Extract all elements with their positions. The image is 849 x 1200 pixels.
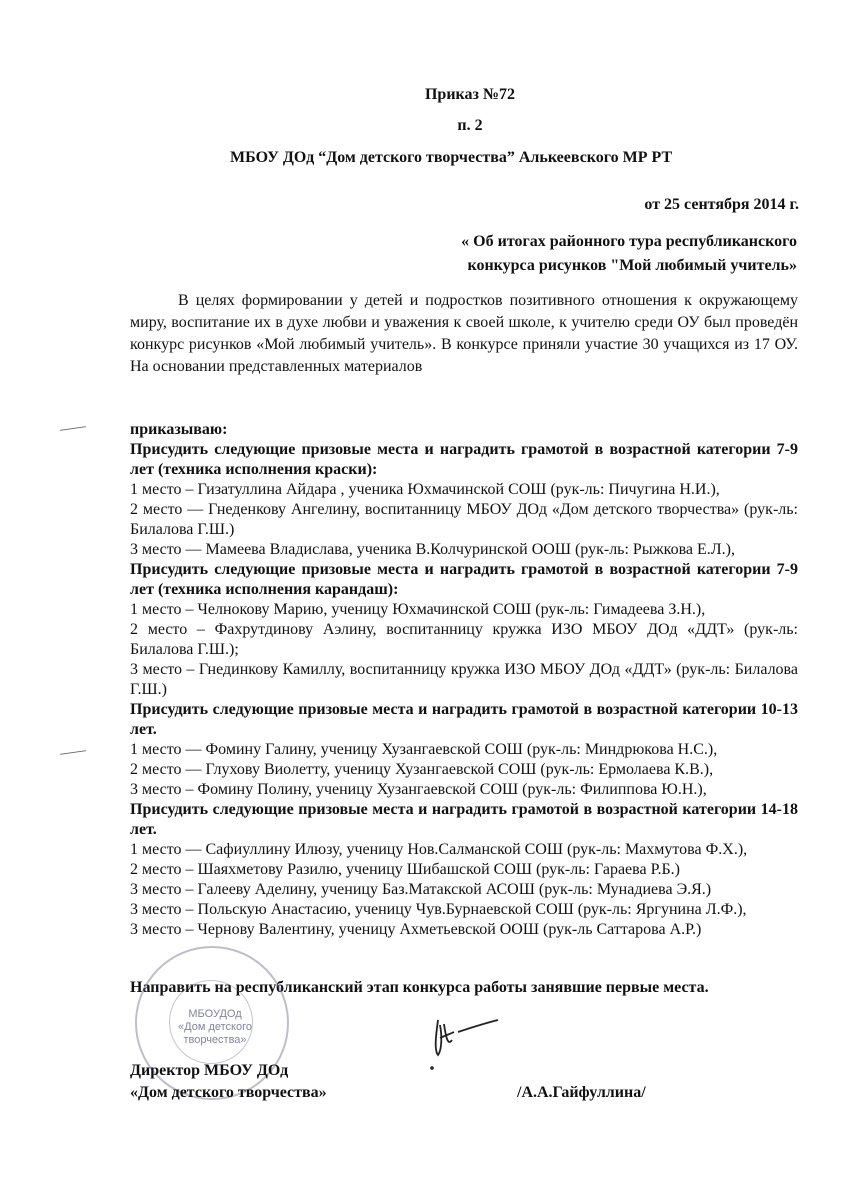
director-title [130,1060,798,1104]
award-entry: 1 место – Челнокову Марию, ученицу Юхмачинской СОШ (рук-ль: Гимадеева З.Н.), [130,601,706,618]
director-title-line: «Дом детского творчества» [130,1084,327,1101]
closing-statement: Направить на республиканский этап конкурса работы занявшие первые места. [130,979,709,996]
award-categories [130,440,798,940]
award-entry: 1 место – Гизатуллина Айдара , ученика Юхмачинской СОШ (рук-ль: Пичугина Н.И.), [130,481,720,498]
award-entry: 2 место — Глухову Виолетту, ученицу Хузангаевской СОШ (рук-ль: Ермолаева К.В.), [130,761,714,778]
award-entry: 3 место – Польскую Анастасию, ученицу Чув.Бурнаевской СОШ (рук-ль: Яргунина Л.Ф.), [130,901,747,918]
stamp-text: «Дом детского [178,1021,252,1033]
punch-mark [60,426,86,431]
official-stamp [160,1008,270,1048]
order-date: от 25 сентября 2014 г. [644,196,799,213]
category-heading: Присудить следующие призовые места и наградить грамотой в возрастной категории 7-9 лет (техника исполнения краски): [130,441,798,478]
organization: МБОУ ДОд “Дом детского творчества” Алькеевского МР РТ [230,149,673,166]
award-entry: 3 место — Мамеева Владислава, ученика В.Колчуринской ООШ (рук-ль: Рыжкова Е.Л.), [130,541,735,558]
category-heading: Присудить следующие призовые места и наградить грамотой в возрастной категории 14-18 лет. [130,801,798,838]
intro-paragraph: В целях формировании у детей и подростков позитивного отношения к окружающему миру, воспитание их в духе любви и уважения к своей школе, к учителю среди ОУ был проведён конкурс рисунков «Мой любимый учитель». В конкурсе приняли участие 30 учащихся из 17 ОУ. На основании представленных материалов [130,292,798,375]
subject-line-2: конкурса рисунков "Мой любимый учитель» [467,257,797,274]
order-title: Приказ №72 [424,86,516,103]
award-entry: 3 место – Галееву Аделину, ученицу Баз.Матакской АСОШ (рук-ль: Мунадиева Э.Я.) [130,881,712,898]
order-item: п. 2 [457,117,483,134]
award-entry: 2 место — Гнеденкову Ангелину, воспитанницу МБОУ ДОд «Дом детского творчества» (рук-ль: Билалова Г.Ш.) [130,501,798,538]
subject-line-1: « Об итогах районного тура республиканского [461,233,797,250]
document-body [130,290,798,1104]
order-word: приказываю: [130,421,228,438]
category-heading: Присудить следующие призовые места и наградить грамотой в возрастной категории 10-13 лет. [130,701,798,738]
stamp-text: МБОУДОд [188,1008,242,1020]
award-entry: 3 место – Чернову Валентину, ученицу Ахметьевской ООШ (рук-ль Саттарова А.Р.) [130,921,702,938]
award-entry: 3 место – Гнединкову Камиллу, воспитанницу кружка ИЗО МБОУ ДОд «ДДТ» (рук-ль: Билалова Г.Ш.) [130,661,798,698]
award-entry: 1 место — Сафиуллину Илюзу, ученицу Нов.Салманской СОШ (рук-ль: Махмутова Ф.Х.), [130,841,748,858]
award-entry: 2 место – Шаяхметову Разилю, ученицу Шибашской СОШ (рук-ль: Гараева Р.Б.) [130,861,680,878]
director-name: /А.А.Гайфуллина/ [517,1084,646,1101]
category-heading: Присудить следующие призовые места и наградить грамотой в возрастной категории 7-9 лет (техника исполнения карандаш): [130,561,798,598]
punch-mark [60,750,86,755]
director-title-line: Директор МБОУ ДОд [130,1062,289,1079]
award-entry: 1 место — Фомину Галину, ученицу Хузангаевской СОШ (рук-ль: Миндрюкова Н.С.), [130,741,718,758]
award-entry: 2 место – Фахрутдинову Аэлину, воспитанницу кружка ИЗО МБОУ ДОд «ДДТ» (рук-ль: Билалова Г.Ш.); [130,621,798,658]
stamp-text: творчества» [183,1034,247,1046]
award-entry: 3 место – Фомину Полину, ученицу Хузангаевской СОШ (рук-ль: Филиппова Ю.Н.), [130,781,707,798]
